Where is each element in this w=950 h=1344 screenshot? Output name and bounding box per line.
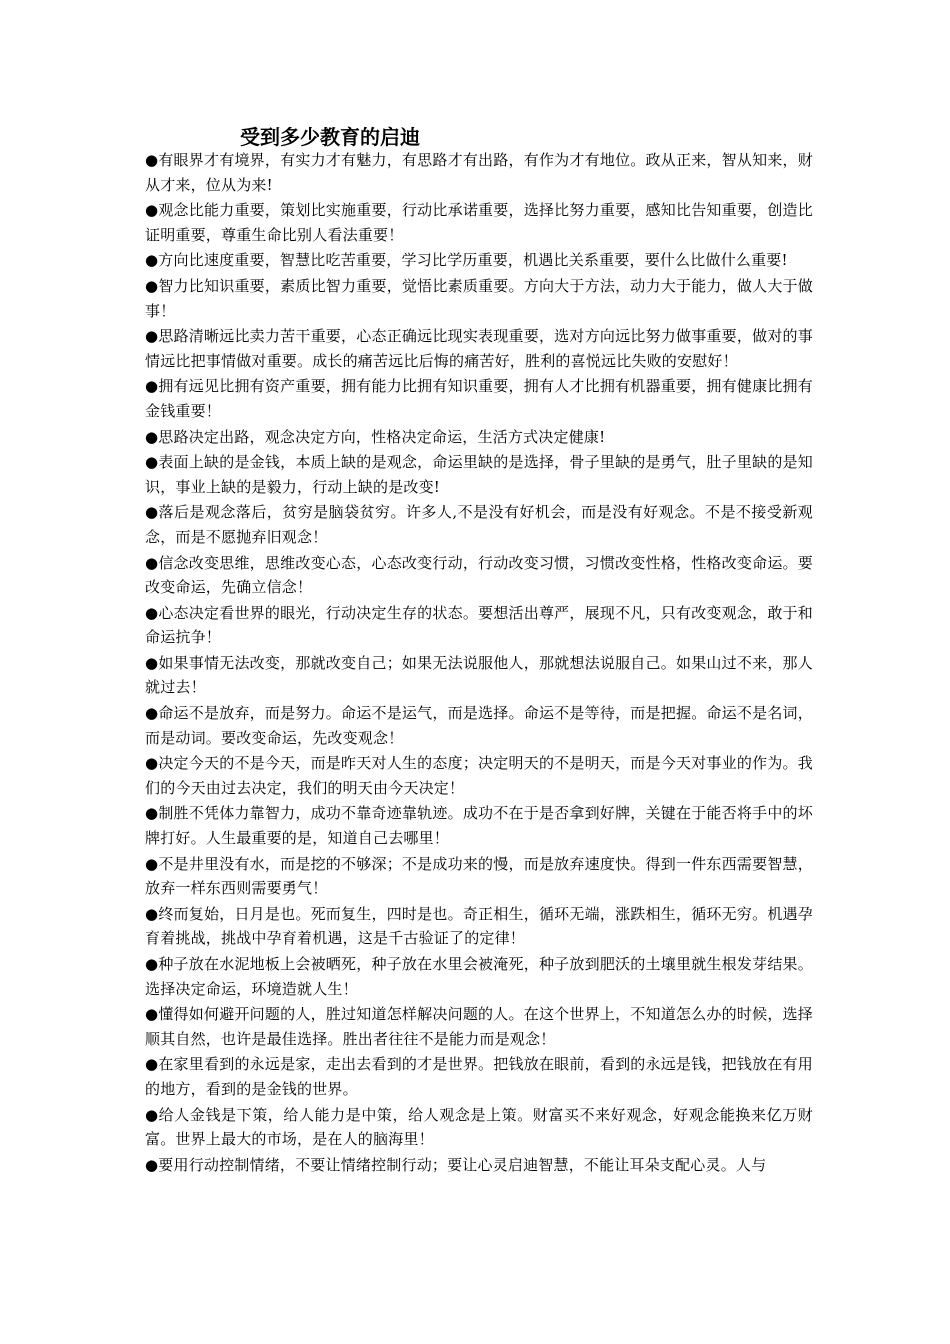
paragraph: ●心态决定看世界的眼光，行动决定生存的状态。要想活出尊严，展现不凡，只有改变观念，敢于和命运抗争！ (145, 603, 813, 647)
document-body (145, 148, 813, 1178)
paragraph: ●懂得如何避开问题的人，胜过知道怎样解决问题的人。在这个世界上，不知道怎么办的时候，选择顺其自然，也许是最佳选择。胜出者往往不是能力而是观念！ (145, 1005, 813, 1048)
paragraph: ●思路清晰远比卖力苦干重要，心态正确远比现实表现重要，选对方向远比努力做事重要，做对的事情远比把事情做对重要。成长的痛苦远比后悔的痛苦好，胜利的喜悦远比失败的安慰好！ (145, 327, 813, 370)
paragraph: ●终而复始，日月是也。死而复生，四时是也。奇正相生，循环无端，涨跌相生，循环无穷。机遇孕育着挑战，挑战中孕育着机遇，这是千古验证了的定律！ (145, 904, 813, 948)
paragraph: ●种子放在水泥地板上会被晒死，种子放在水里会被淹死，种子放到肥沃的土壤里就生根发芽结果。选择决定命运，环境造就人生！ (145, 955, 813, 998)
paragraph: ●落后是观念落后，贫穷是脑袋贫穷。许多人,不是没有好机会，而是没有好观念。不是不接受新观念，而是不愿抛弃旧观念！ (145, 503, 813, 546)
paragraph: ●思路决定出路，观念决定方向，性格决定命运，生活方式决定健康! (145, 427, 606, 446)
paragraph: ●如果事情无法改变，那就改变自己；如果无法说服他人，那就想法说服自己。如果山过不来，那人就过去！ (145, 653, 813, 697)
paragraph: ●给人金钱是下策，给人能力是中策，给人观念是上策。财富买不来好观念，好观念能换来亿万财富。世界上最大的市场，是在人的脑海里！ (145, 1105, 813, 1149)
paragraph: ●命运不是放弃，而是努力。命运不是运气，而是选择。命运不是等待，而是把握。命运不是名词，而是动词。要改变命运，先改变观念！ (145, 704, 813, 747)
paragraph: ●有眼界才有境界，有实力才有魅力，有思路才有出路，有作为才有地位。政从正来，智从知来，财从才来，位从为来! (145, 151, 813, 194)
paragraph: ●制胜不凭体力靠智力，成功不靠奇迹靠轨迹。成功不在于是否拿到好牌，关键在于能否将手中的坏牌打好。人生最重要的是，知道自己去哪里！ (145, 804, 813, 848)
document-title: 受到多少教育的启迪 (240, 125, 420, 149)
paragraph: ●拥有远见比拥有资产重要，拥有能力比拥有知识重要，拥有人才比拥有机器重要，拥有健康比拥有金钱重要！ (145, 377, 813, 420)
paragraph: ●观念比能力重要，策划比实施重要，行动比承诺重要，选择比努力重要，感知比告知重要，创造比证明重要，尊重生命比别人看法重要！ (145, 201, 813, 244)
paragraph: ●在家里看到的永远是家，走出去看到的才是世界。把钱放在眼前，看到的永远是钱，把钱放在有用的地方，看到的是金钱的世界。 (145, 1055, 813, 1098)
paragraph: ●表面上缺的是金钱，本质上缺的是观念，命运里缺的是选择，骨子里缺的是勇气，肚子里缺的是知识，事业上缺的是毅力，行动上缺的是改变! (145, 453, 813, 496)
paragraph: ●信念改变思维，思维改变心态，心态改变行动，行动改变习惯，习惯改变性格，性格改变命运。要改变命运，先确立信念！ (145, 553, 813, 597)
paragraph: ●决定今天的不是今天，而是昨天对人生的态度；决定明天的不是明天，而是今天对事业的作为。我们的今天由过去决定，我们的明天由今天决定！ (145, 754, 813, 797)
paragraph: ●智力比知识重要，素质比智力重要，觉悟比素质重要。方向大于方法，动力大于能力，做人大于做事！ (145, 276, 813, 320)
paragraph: ●方向比速度重要，智慧比吃苦重要，学习比学历重要，机遇比关系重要，要什么比做什么重要! (145, 251, 788, 270)
paragraph: ●要用行动控制情绪，不要让情绪控制行动；要让心灵启迪智慧，不能让耳朵支配心灵。人与 (145, 1155, 767, 1174)
paragraph: ●不是井里没有水，而是挖的不够深；不是成功来的慢，而是放弃速度快。得到一件东西需要智慧，放弃一样东西则需要勇气！ (145, 854, 813, 898)
